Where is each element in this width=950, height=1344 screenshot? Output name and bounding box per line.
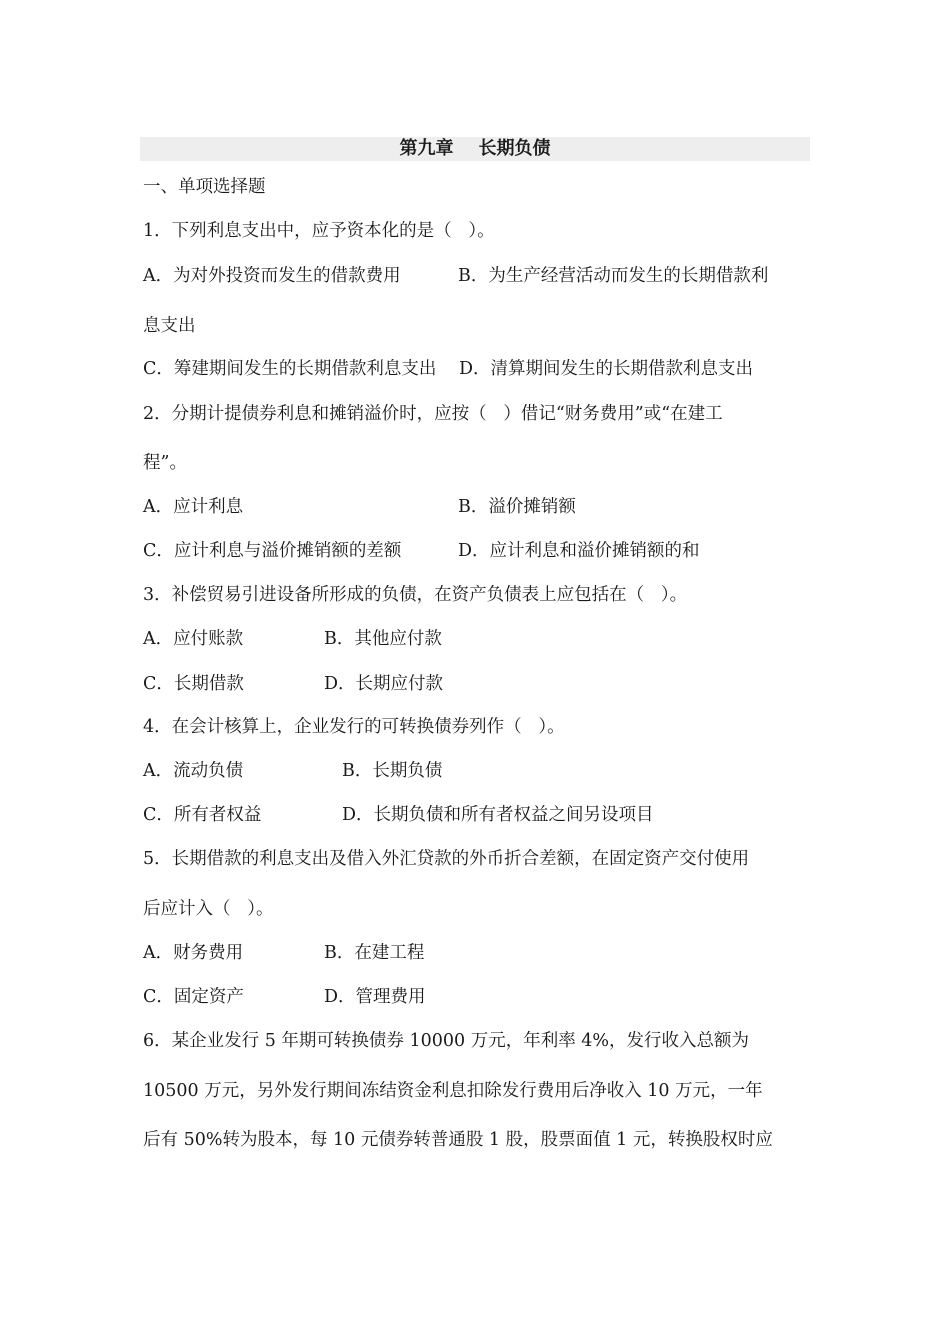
question-4-stem: 4．在会计核算上，企业发行的可转换债券列作（ ）。	[143, 717, 565, 737]
question-3-option-d: D．长期应付款	[324, 674, 444, 694]
question-1-option-b-continued: 息支出	[143, 316, 196, 336]
question-5-option-c: C．固定资产	[143, 987, 244, 1007]
question-1-option-c: C．筹建期间发生的长期借款利息支出	[143, 359, 437, 379]
section-title: 一、单项选择题	[143, 177, 266, 197]
question-5-option-b: B．在建工程	[324, 943, 425, 963]
question-2-option-b: B．溢价摊销额	[458, 497, 576, 517]
question-4-option-a: A．流动负债	[143, 761, 244, 781]
question-1-option-d: D．清算期间发生的长期借款利息支出	[459, 359, 754, 379]
question-5-stem-line-2: 后应计入（ ）。	[143, 899, 274, 919]
question-3-stem: 3．补偿贸易引进设备所形成的负债，在资产负债表上应包括在（ ）。	[143, 585, 688, 605]
question-3-option-b: B．其他应付款	[324, 629, 442, 649]
question-3-option-a: A．应付账款	[143, 629, 244, 649]
question-1-option-a: A．为对外投资而发生的借款费用	[143, 266, 401, 286]
question-6-stem-line-2: 10500 万元，另外发行期间冻结资金利息扣除发行费用后净收入 10 万元，一年	[143, 1081, 763, 1101]
question-2-option-c: C．应计利息与溢价摊销额的差额	[143, 541, 402, 561]
question-2-option-d: D．应计利息和溢价摊销额的和	[458, 541, 700, 561]
question-1-option-b: B．为生产经营活动而发生的长期借款利	[458, 266, 769, 286]
question-5-stem-line-1: 5．长期借款的利息支出及借入外汇贷款的外币折合差额，在固定资产交付使用	[143, 849, 750, 869]
question-3-option-c: C．长期借款	[143, 674, 244, 694]
chapter-title: 第九章 长期负债	[140, 137, 810, 161]
question-5-option-d: D．管理费用	[324, 987, 426, 1007]
question-6-stem-line-3: 后有 50%转为股本，每 10 元债券转普通股 1 股，股票面值 1 元，转换股权时应	[143, 1130, 773, 1150]
question-4-option-b: B．长期负债	[342, 761, 443, 781]
question-1-stem: 1．下列利息支出中，应予资本化的是（ ）。	[143, 221, 495, 241]
question-5-option-a: A．财务费用	[143, 943, 244, 963]
question-4-option-c: C．所有者权益	[143, 805, 262, 825]
question-2-option-a: A．应计利息	[143, 497, 244, 517]
question-6-stem-line-1: 6．某企业发行 5 年期可转换债券 10000 万元，年利率 4%，发行收入总额为	[143, 1031, 750, 1051]
question-2-stem-line-1: 2．分期计提债券利息和摊销溢价时，应按（ ）借记“财务费用”或“在建工	[143, 404, 723, 424]
question-4-option-d: D．长期负债和所有者权益之间另设项目	[342, 805, 654, 825]
question-2-stem-line-2: 程”。	[143, 453, 187, 473]
